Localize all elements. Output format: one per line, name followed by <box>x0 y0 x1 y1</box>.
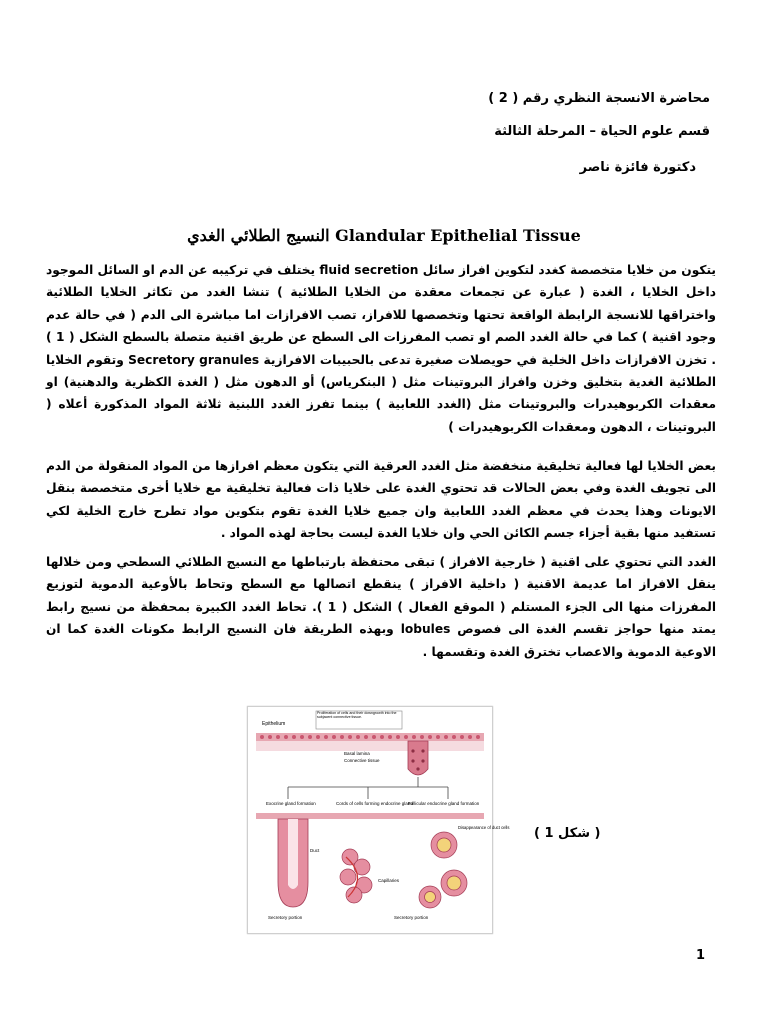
department-line: قسم علوم الحياة – المرحلة الثالثة <box>494 124 710 139</box>
basal-lamina-label: Basal lamina <box>344 751 370 756</box>
endocrine-cords <box>340 849 372 903</box>
duct-label: Duct <box>310 848 320 853</box>
follicles <box>419 832 467 908</box>
connective-tissue-label: Connective tissue <box>344 758 380 763</box>
epithelium-band-left <box>256 733 484 741</box>
connective-tissue-band <box>256 741 484 751</box>
epithelium-label: Epithelium <box>262 721 286 727</box>
disappearance-label: Disappearance of duct cells <box>458 825 510 830</box>
paragraph-3: الغدد التي تحتوي على اقنية ( خارجية الافراز ) تبقى محتفظة بارتباطها مع النسيج الطلائي السطحي ومن خلالها ينقل الافراز اما عديمة الاقنية ( داخلية الافراز ) ينقطع اتصالها مع السطح وتحاط بالأوعية الدموية لتوزيع المفرزات منها الى الجزء المستلم ( الموقع الفعال ) الشكل ( 1 ). تحاط الغدد الكبيرة بمحفظة من نسيج رابط يمتد منها حواجز تقسم الغدة الى فصوص lobules وبهذه الطريقة فان النسيج الرابط مكونات الغدة كما ان الاوعية الدموية والاعصاب تخترق الغدة وتقسمها . <box>46 555 716 659</box>
page-number: 1 <box>696 948 706 963</box>
figure-caption: ( شكل 1 ) <box>534 826 601 841</box>
exocrine-label: Exocrine gland formation <box>266 801 316 806</box>
epithelium-band-lower <box>256 813 484 819</box>
lecture-title: محاضرة الانسجة النظري رقم ( 2 ) <box>488 91 710 106</box>
branch-arrows <box>288 777 448 799</box>
proliferation-label: Proliferation of cells and their downgrowth into the subjacent connective tissue. <box>317 711 397 720</box>
section-title: النسيج الطلائي الغدي Glandular Epithelial Tissue <box>187 226 581 245</box>
capillaries-label: Capillaries <box>378 878 400 883</box>
author-line: دكتورة فائزة ناصر <box>579 160 696 175</box>
gland-diagram <box>248 707 510 933</box>
cords-label: Cords of cells forming endocrine gland <box>336 801 413 806</box>
secretory-label-1: Secretory portion <box>268 915 303 920</box>
paragraph-2: بعض الخلايا لها فعالية تخليقية منخفضة مثل الغدد العرقية التي يتكون معظم افرازها من المواد المنقولة من الدم الى تجويف الغدة وفي بعض الحالات قد تحتوي الغدة على خلايا ذات فعالية تخليقية مع خلايا أخرى متخصصة بنقل الايونات وهذا يحدث في معظم الغدد اللعابية وان جميع خلايا الغدة تقوم بتكوين مواد تطرح خارج الخلية لكي تستفيد منها بقية أجزاء جسم الكائن الحي وان خلايا الغدة ليست بحاجة لهذه المواد . <box>46 459 716 541</box>
exocrine-lumen <box>288 819 298 889</box>
gland-formation-figure <box>247 706 510 934</box>
paragraph-1: يتكون من خلايا متخصصة كغدد لتكوين افراز سائل fluid secretion يختلف في تركيبه عن الدم او السائل الموجود داخل الخلايا ، الغدة ( عبارة عن تجمعات معقدة من الخلايا الطلائية ) تنشا الغدد من تكاثر الخلايا الطلائية واختراقها للانسجة الرابطة الواقعة تحتها وتخصصها للافراز، تصب الافرازات اما مباشرة الى الدم ( في حالة عدم وجود اقنية ) كما في حالة الغدد الصم او تصب المفرزات الى السطح عن طريق اقنية متصلة بالسطح الشكل ( 1 ) . تخزن الافرازات داخل الخلية في حويصلات صغيرة تدعى بالحبيبات الافرازية Secretory granules وتقوم الخلايا الطلائية الغدية بتخليق وخزن وافراز البروتينات مثل ( البنكرياس) أو الدهون مثل ( الغدة الكظرية والدهنية) او معقدات الكربوهيدرات والبروتينات مثل (الغدد اللعابية ) بينما تفرز الغدد اللبنية ثلاثة المواد المذكورة أعلاه ( البروتينات ، الدهون ومعقدات الكربوهيدرات ) <box>46 263 716 434</box>
secretory-label-2: Secretory portion <box>394 915 429 920</box>
follicular-label: Follicular endocrine gland formation <box>408 801 480 806</box>
